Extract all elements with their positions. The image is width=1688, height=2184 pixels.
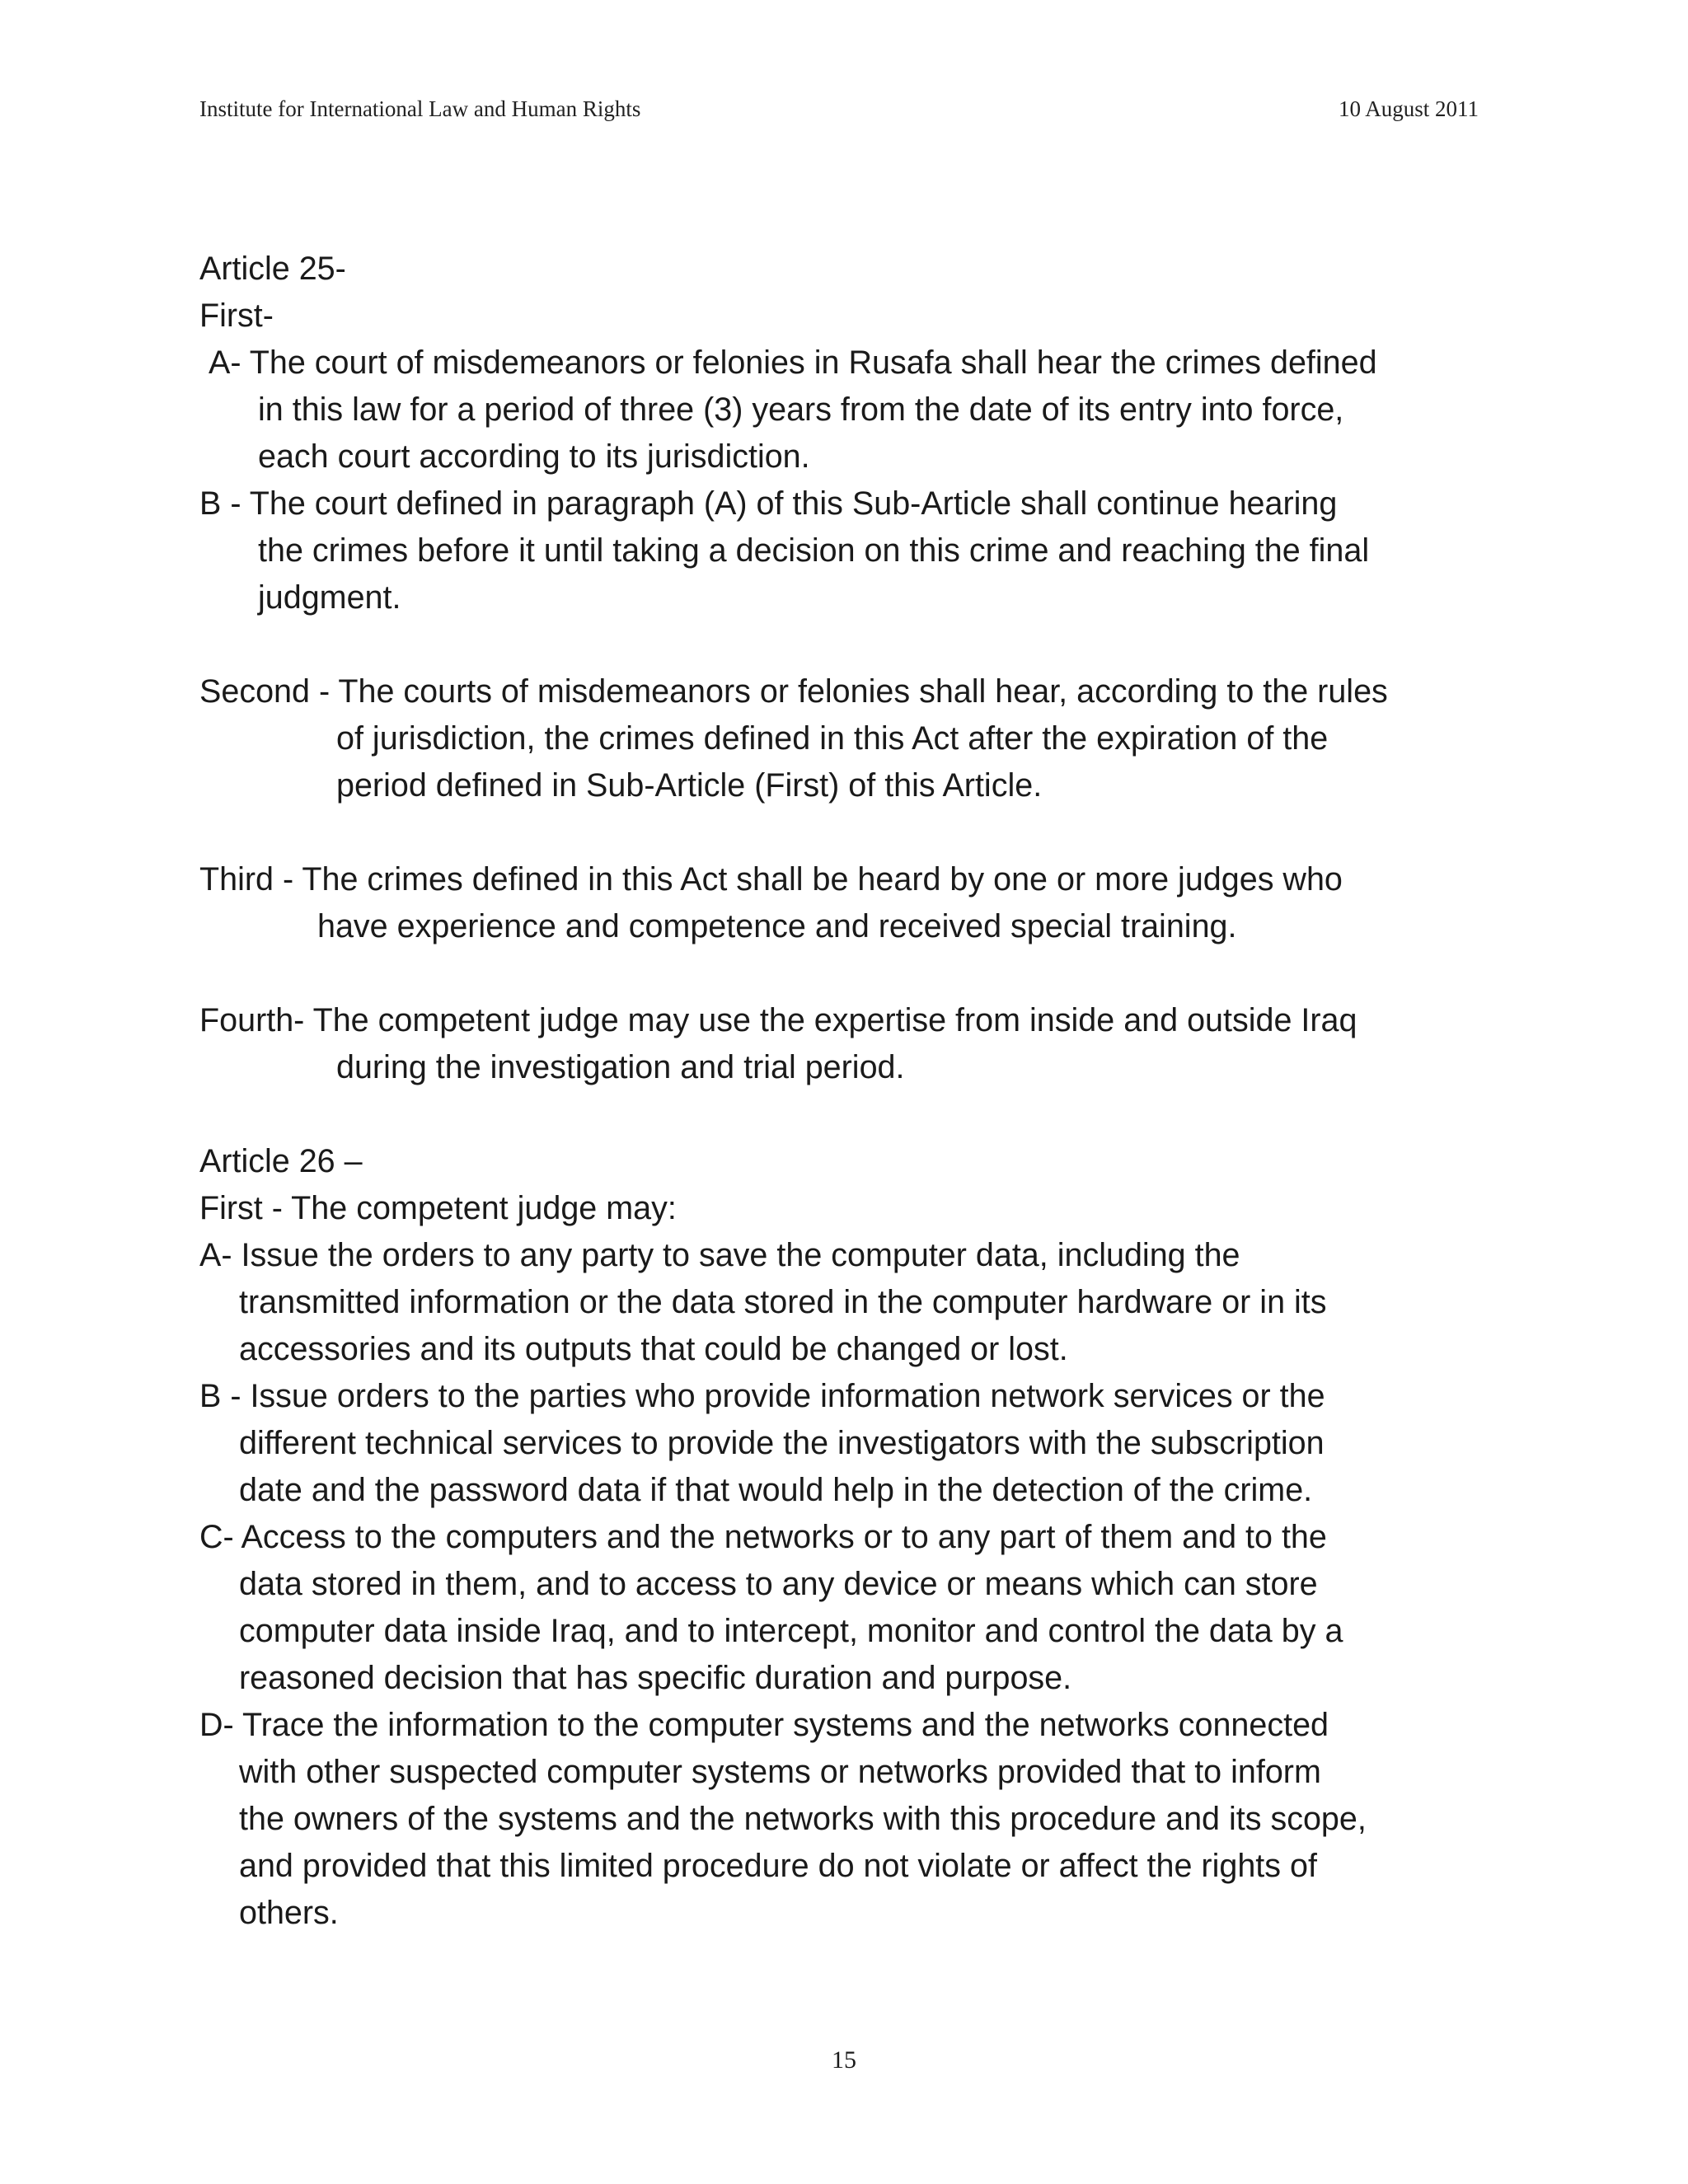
text-line: the crimes before it until taking a decision on this crime and reaching the final <box>258 532 1370 569</box>
header-institute: Institute for International Law and Human Rights <box>199 96 641 121</box>
text-line: Second - The courts of misdemeanors or felonies shall hear, according to the rules <box>199 673 1388 710</box>
text-line: A- Issue the orders to any party to save the computer data, including the <box>199 1237 1240 1273</box>
text-line: of jurisdiction, the crimes defined in this Act after the expiration of the <box>336 720 1329 757</box>
text-line: period defined in Sub-Article (First) of this Article. <box>336 767 1043 804</box>
text-line: in this law for a period of three (3) years from the date of its entry into force, <box>258 391 1344 428</box>
text-line: data stored in them, and to access to any device or means which can store <box>239 1566 1318 1602</box>
text-line: D- Trace the information to the computer systems and the networks connected <box>199 1707 1329 1743</box>
text-line: during the investigation and trial period. <box>336 1049 905 1085</box>
text-line: B - Issue orders to the parties who provide information network services or the <box>199 1378 1325 1414</box>
text-line: B - The court defined in paragraph (A) of this Sub-Article shall continue hearing <box>199 485 1338 522</box>
text-line: computer data inside Iraq, and to intercept, monitor and control the data by a <box>239 1613 1343 1649</box>
text-line: each court according to its jurisdiction. <box>258 438 810 475</box>
article-25-first-a <box>199 340 1493 480</box>
text-line: accessories and its outputs that could be changed or lost. <box>239 1331 1068 1367</box>
article-26-title: Article 26 – <box>199 1143 363 1179</box>
article-25-second <box>199 668 1493 809</box>
article-26-item-c <box>199 1514 1493 1702</box>
text-line: with other suspected computer systems or networks provided that to inform <box>239 1754 1321 1790</box>
article-25-fourth <box>199 997 1493 1091</box>
text-line: and provided that this limited procedure do not violate or affect the rights of <box>239 1848 1317 1884</box>
text-line: C- Access to the computers and the networks or to any part of them and to the <box>199 1519 1327 1555</box>
article-26-item-d <box>199 1702 1493 1937</box>
text-line: date and the password data if that would help in the detection of the crime. <box>239 1472 1313 1508</box>
article-26-first-label: First - The competent judge may: <box>199 1190 677 1226</box>
text-line: have experience and competence and received special training. <box>317 908 1237 944</box>
article-25-first-b <box>199 480 1493 621</box>
text-line: transmitted information or the data stored in the computer hardware or in its <box>239 1284 1327 1320</box>
header-date: 10 August 2011 <box>1338 96 1479 121</box>
text-line: different technical services to provide the investigators with the subscription <box>239 1425 1325 1461</box>
text-line: the owners of the systems and the networks with this procedure and its scope, <box>239 1801 1367 1837</box>
article-26-item-b <box>199 1373 1493 1514</box>
text-line: Third - The crimes defined in this Act shall be heard by one or more judges who <box>199 861 1343 898</box>
text-line: judgment. <box>258 579 401 616</box>
document-body <box>199 246 1493 1937</box>
article-26-item-a <box>199 1232 1493 1373</box>
article-25-first-label: First- <box>199 298 274 334</box>
text-line: Fourth- The competent judge may use the expertise from inside and outside Iraq <box>199 1002 1357 1038</box>
text-line: A- The court of misdemeanors or felonies in Rusafa shall hear the crimes defined <box>209 344 1377 381</box>
text-line: reasoned decision that has specific duration and purpose. <box>239 1660 1072 1696</box>
page-number: 15 <box>832 2046 856 2074</box>
article-25-title: Article 25- <box>199 251 346 287</box>
article-25-third <box>199 856 1493 950</box>
text-line: others. <box>239 1895 339 1931</box>
